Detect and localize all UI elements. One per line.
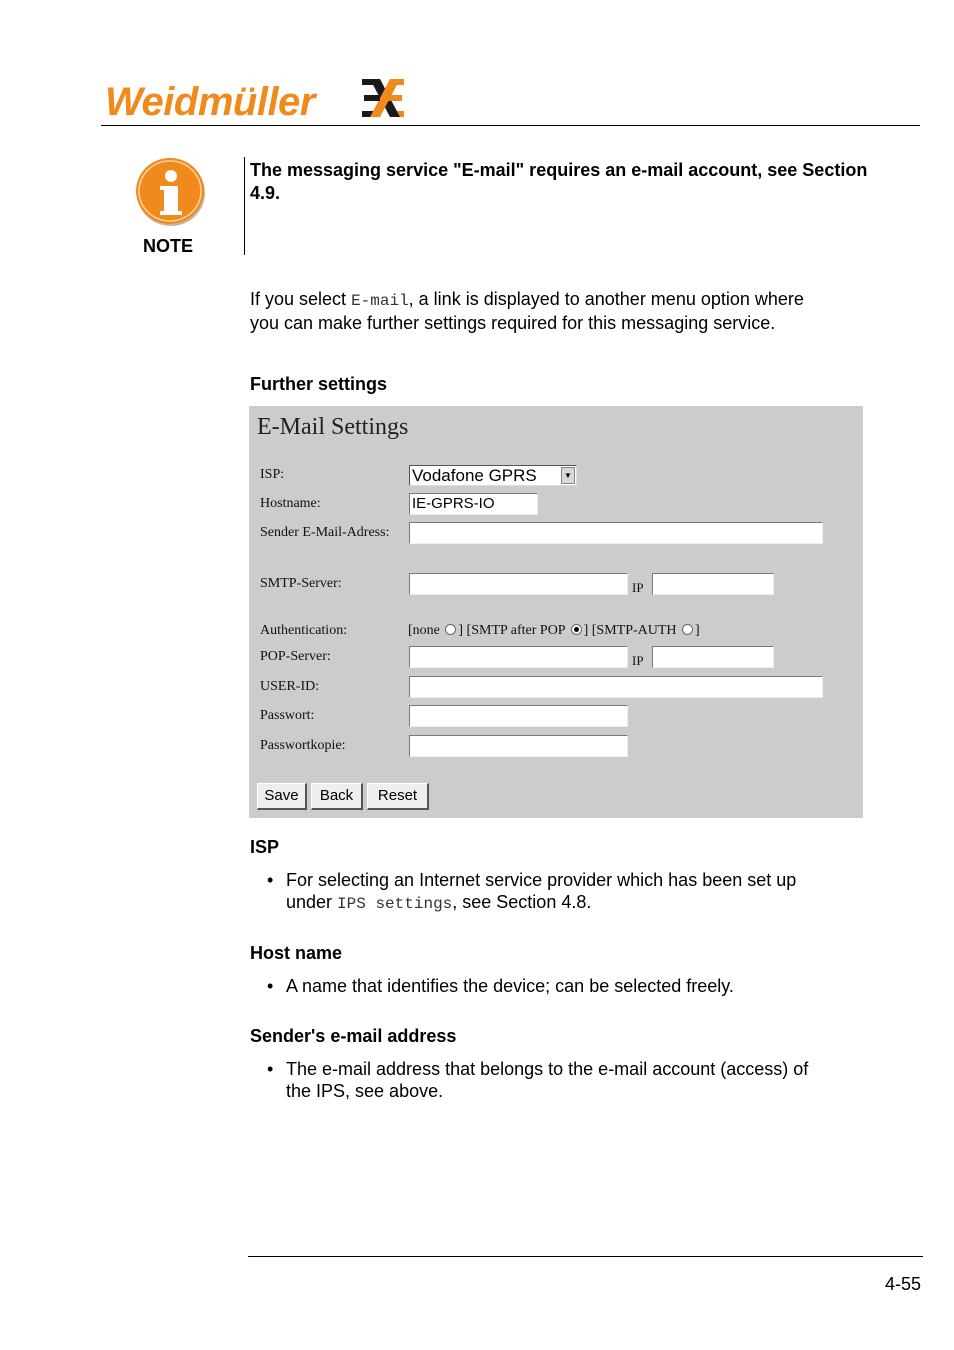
auth-none-label: [none bbox=[408, 623, 440, 638]
auth-smtp-after-pop-label: ] [SMTP after POP bbox=[458, 623, 566, 638]
auth-label: Authentication: bbox=[260, 623, 348, 638]
intro-code: E-mail bbox=[351, 292, 409, 310]
smtp-ip-label: IP bbox=[632, 580, 644, 595]
sender-bullet bbox=[267, 1058, 866, 1102]
further-settings-heading: Further settings bbox=[250, 374, 388, 394]
sender-line1: The e-mail address that belongs to the e-mail account (access) of bbox=[286, 1059, 809, 1079]
isp-bullet bbox=[267, 869, 866, 915]
note-label: NOTE bbox=[143, 236, 194, 256]
intro-prefix: If you select bbox=[250, 289, 352, 309]
hostname-input[interactable]: IE-GPRS-IO bbox=[409, 493, 538, 515]
userid-label: USER-ID: bbox=[260, 679, 320, 694]
save-button[interactable]: Save bbox=[257, 783, 307, 810]
bullet-icon: • bbox=[267, 1059, 274, 1079]
host-heading: Host name bbox=[250, 943, 343, 963]
chevron-down-icon[interactable]: ▼ bbox=[561, 467, 575, 484]
pop-ip-label: IP bbox=[632, 653, 644, 668]
isp-line2-suffix: , see Section 4.8. bbox=[452, 892, 592, 912]
isp-line1: For selecting an Internet service provider which has been set up bbox=[286, 870, 797, 890]
intro-paragraph bbox=[250, 288, 890, 334]
back-button[interactable]: Back bbox=[311, 783, 363, 810]
isp-line2-prefix: under bbox=[286, 892, 338, 912]
password-input[interactable] bbox=[409, 705, 628, 727]
isp-label: ISP: bbox=[260, 467, 285, 482]
pop-label: POP-Server: bbox=[260, 649, 331, 664]
auth-close-bracket: ] bbox=[695, 623, 700, 638]
info-icon bbox=[134, 156, 208, 228]
smtp-ip-input[interactable] bbox=[652, 573, 774, 595]
auth-options bbox=[408, 623, 700, 639]
smtp-label: SMTP-Server: bbox=[260, 576, 342, 591]
note-divider bbox=[244, 157, 245, 255]
pop-server-input[interactable] bbox=[409, 646, 628, 668]
isp-select-value: Vodafone GPRS bbox=[412, 466, 537, 485]
hostname-label: Hostname: bbox=[260, 496, 321, 511]
pop-ip-input[interactable] bbox=[652, 646, 774, 668]
reset-button[interactable]: Reset bbox=[367, 783, 429, 810]
host-text: A name that identifies the device; can be selected freely. bbox=[286, 976, 734, 996]
panel-title: E-Mail Settings bbox=[257, 414, 409, 440]
isp-select[interactable] bbox=[409, 465, 577, 486]
auth-smtp-auth-label: ] [SMTP-AUTH bbox=[583, 623, 677, 638]
intro-suffix: , a link is displayed to another menu option where bbox=[408, 289, 804, 309]
auth-smtp-after-pop-radio[interactable] bbox=[571, 624, 582, 635]
auth-smtp-auth-radio[interactable] bbox=[682, 624, 693, 635]
weidmuller-cross-logo-icon bbox=[360, 77, 406, 119]
sender-line2: the IPS, see above. bbox=[286, 1081, 444, 1101]
header-rule bbox=[101, 125, 920, 126]
smtp-server-input[interactable] bbox=[409, 573, 628, 595]
userid-input[interactable] bbox=[409, 676, 823, 698]
footer-rule bbox=[248, 1256, 923, 1257]
auth-none-radio[interactable] bbox=[445, 624, 456, 635]
isp-line2-code: IPS settings bbox=[337, 895, 453, 913]
password-copy-label: Passwortkopie: bbox=[260, 738, 346, 753]
password-label: Passwort: bbox=[260, 708, 315, 723]
sender-label: Sender E-Mail-Adress: bbox=[260, 525, 390, 540]
bullet-icon: • bbox=[267, 976, 274, 996]
sender-email-input[interactable] bbox=[409, 522, 823, 544]
isp-heading: ISP bbox=[250, 837, 280, 857]
password-copy-input[interactable] bbox=[409, 735, 628, 757]
brand-logo-text: Weidmüller bbox=[105, 80, 315, 124]
sender-heading: Sender's e-mail address bbox=[250, 1026, 457, 1046]
page-number: 4-55 bbox=[885, 1274, 922, 1294]
intro-line2: you can make further settings required for this messaging service. bbox=[250, 313, 776, 333]
host-bullet bbox=[267, 975, 866, 997]
email-settings-panel bbox=[249, 406, 863, 818]
note-text: The messaging service "E-mail" requires an e-mail account, see Section 4.9. bbox=[250, 160, 868, 203]
bullet-icon: • bbox=[267, 870, 274, 890]
